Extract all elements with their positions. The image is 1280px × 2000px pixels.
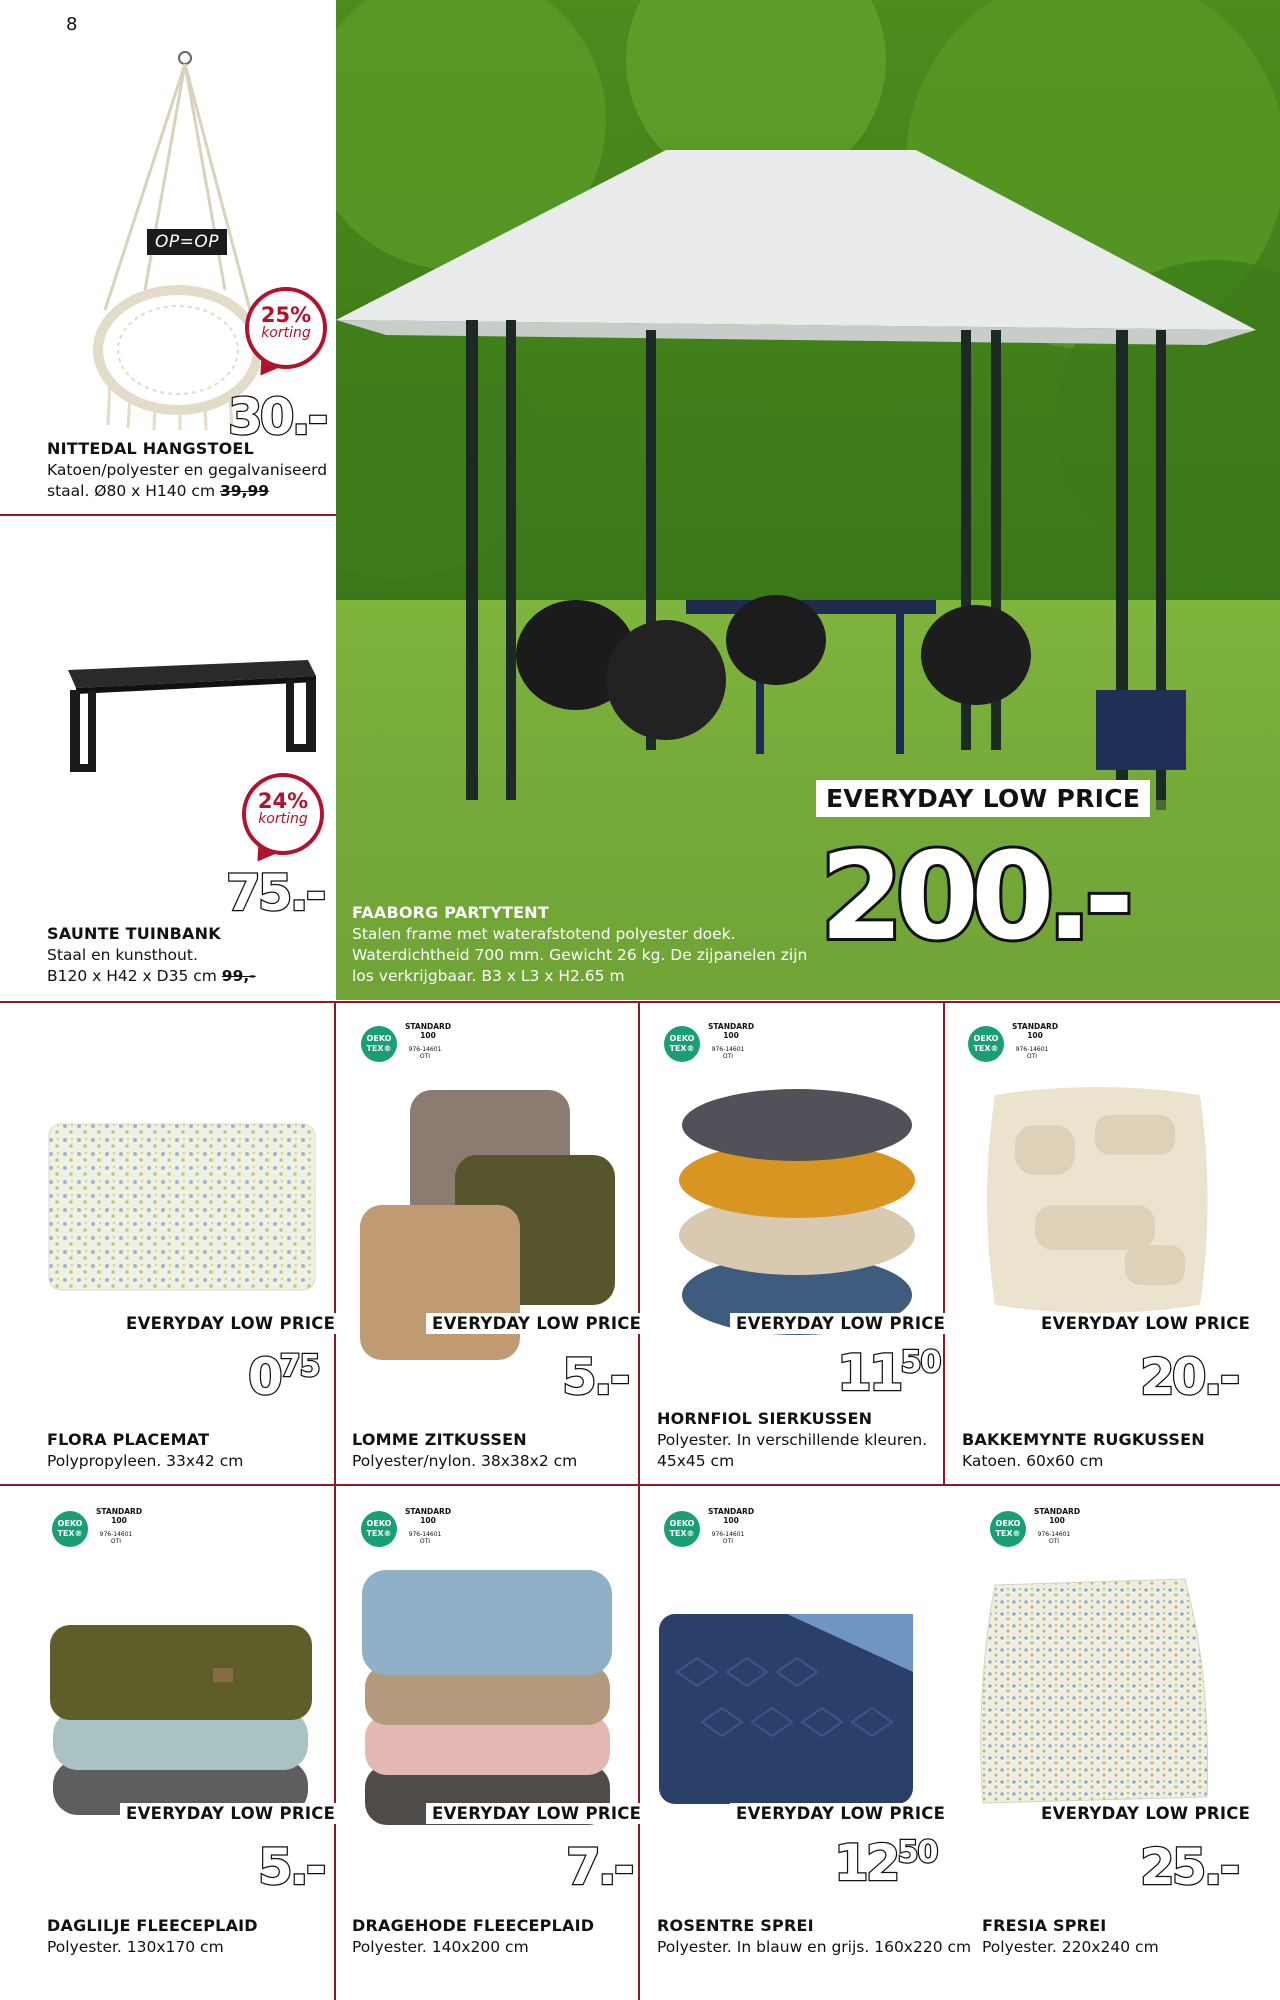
price: 30.- [228,388,326,446]
page-number: 8 [66,14,78,35]
discount-badge [242,773,324,855]
product-title: FRESIA SPREI [982,1916,1107,1935]
old-price: 39,99 [220,482,270,500]
discount-percent: 24% [257,789,309,813]
product-title: BAKKEMYNTE RUGKUSSEN [962,1430,1205,1449]
hero-price: 200.- [820,828,1126,967]
everyday-low-price-label: EVERYDAY LOW PRICE [1035,1803,1256,1824]
product-desc: Katoen. 60x60 cm [962,1452,1104,1470]
price: 20.- [1140,1348,1238,1406]
everyday-low-price-label: EVERYDAY LOW PRICE [120,1803,341,1824]
product-title: NITTEDAL HANGSTOEL [47,439,254,458]
sierkussen-image [672,1085,922,1345]
hero-title: FAABORG PARTYTENT [352,903,549,922]
fleeceplaid-stack-image [360,1565,620,1830]
sprei-blue-image [657,1612,917,1807]
hero-desc: Stalen frame met waterafstotend polyester doek. Waterdichtheid 700 mm. Gewicht 26 kg. De zijpanelen zijn los verkrijgbaar. B3 x L3 x H2.65 m [352,925,808,985]
everyday-low-price-label: EVERYDAY LOW PRICE [730,1313,951,1334]
product-title: ROSENTRE SPREI [657,1916,814,1935]
price: $12^{50}$ [834,1834,938,1892]
old-price: 99,- [221,967,256,985]
product-title: DAGLILJE FLEECEPLAID [47,1916,258,1935]
placemat-image [47,1122,317,1292]
product-desc: Polyester. 140x200 cm [352,1938,529,1956]
oeko-tex-logo: OEKO TEX® STANDARD 100 976-14601 OTI [361,1022,451,1068]
product-desc: Polyester. In blauw en grijs. 160x220 cm [657,1938,972,1956]
price: $0^{75}$ [248,1348,320,1406]
product-title: FLORA PLACEMAT [47,1430,210,1449]
price: 7.- [566,1838,632,1896]
oeko-tex-logo: OEKO TEX® STANDARD 100 976-14601 OTI [361,1507,451,1553]
price: 5.- [258,1838,324,1896]
everyday-low-price-banner: EVERYDAY LOW PRICE [816,780,1150,817]
price: 75.- [226,864,324,922]
discount-badge [245,287,327,369]
product-desc: Polyester. 220x240 cm [982,1938,1159,1956]
product-title: HORNFIOL SIERKUSSEN [657,1409,873,1428]
oeko-tex-logo: OEKO TEX® STANDARD 100 976-14601 OTI [52,1507,142,1553]
everyday-low-price-label: EVERYDAY LOW PRICE [730,1803,951,1824]
everyday-low-price-label: EVERYDAY LOW PRICE [426,1313,647,1334]
discount-korting: korting [258,811,308,827]
everyday-low-price-label: EVERYDAY LOW PRICE [120,1313,341,1334]
oeko-tex-logo: OEKO TEX® STANDARD 100 976-14601 OTI [664,1022,754,1068]
product-desc: Staal en kunsthout. B120 x H42 x D35 cm 99,- [47,946,256,985]
price: 5.- [562,1348,628,1406]
tuinbank-image [58,650,318,780]
product-desc: Katoen/polyester en gegalvaniseerd staal. Ø80 x H140 cm 39,99 [47,461,328,500]
fleeceplaid-green-image [48,1620,318,1820]
price: $11^{50}$ [837,1344,941,1402]
discount-percent: 25% [260,303,312,327]
everyday-low-price-label: EVERYDAY LOW PRICE [426,1803,647,1824]
op-op-label: OP=OP [147,229,227,255]
product-title: SAUNTE TUINBANK [47,924,221,943]
price: 25.- [1140,1838,1238,1896]
discount-korting: korting [261,325,311,341]
oeko-tex-logo: OEKO TEX® STANDARD 100 976-14601 OTI [990,1507,1080,1553]
product-desc: Polyester. In verschillende kleuren. 45x45 cm [657,1431,928,1470]
rugkussen-image [985,1085,1210,1315]
sprei-floral-image [975,1575,1215,1810]
everyday-low-price-label: EVERYDAY LOW PRICE [1035,1313,1256,1334]
oeko-tex-logo: OEKO TEX® STANDARD 100 976-14601 OTI [968,1022,1058,1068]
product-title: LOMME ZITKUSSEN [352,1430,527,1449]
product-title: DRAGEHODE FLEECEPLAID [352,1916,595,1935]
product-desc: Polyester/nylon. 38x38x2 cm [352,1452,578,1470]
product-desc: Polyester. 130x170 cm [47,1938,224,1956]
oeko-tex-logo: OEKO TEX® STANDARD 100 976-14601 OTI [664,1507,754,1553]
product-desc: Polypropyleen. 33x42 cm [47,1452,244,1470]
hero-photo [336,0,1280,1000]
